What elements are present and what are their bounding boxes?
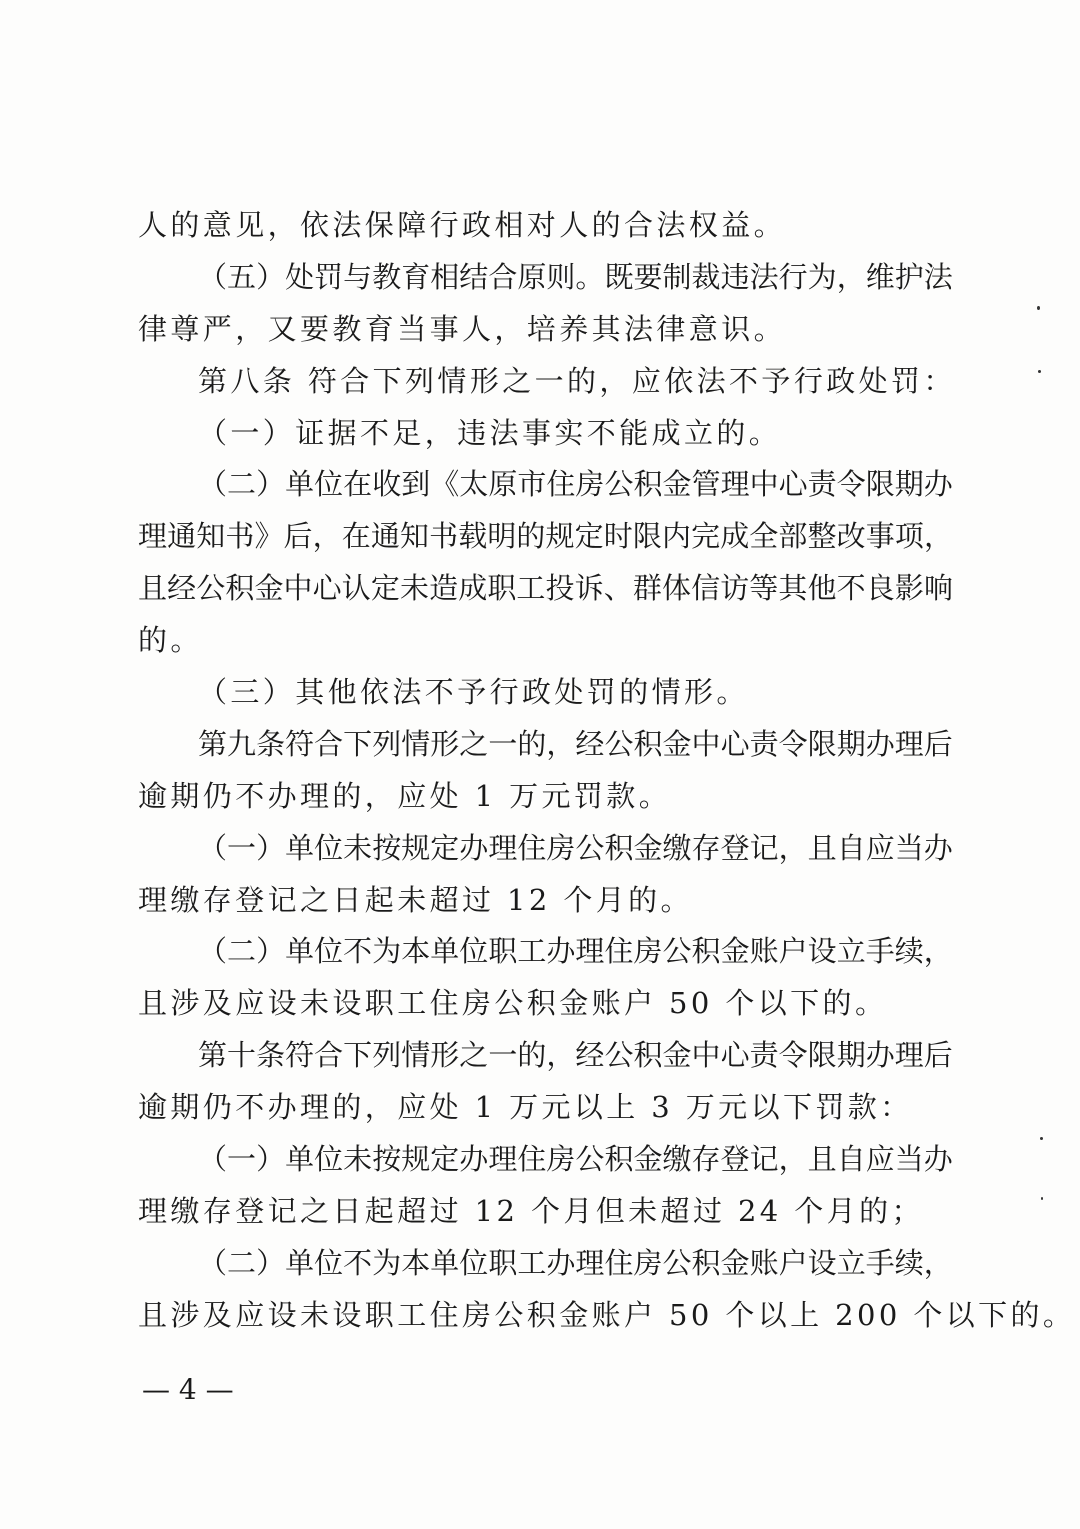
text-line: （ 二 ） 单 位 在 收 到 《 太 原 市 住 房 公 积 金 管 理 中 心 责 令 限 期 办 [198,467,953,502]
text-line: 第 十 条 符 合 下 列 情 形 之 一 的 ， 经 公 积 金 中 心 责 令 限 期 办 理 后 [198,1038,953,1073]
text-line: 理缴存登记之日起未超过 12 个月的。 [138,882,693,917]
scan-speck [1038,370,1041,373]
text-line: 理 通 知 书 》 后 ， 在 通 知 书 载 明 的 规 定 时 限 内 完 成 全 部 整 改 事 项 ， [138,519,953,554]
text-line: 人的意见，依法保障行政相对人的合法权益。 [138,208,787,242]
text-line: （ 一 ） 单 位 未 按 规 定 办 理 住 房 公 积 金 缴 存 登 记 ， 且 自 应 当 办 [198,830,953,865]
page-number: — 4 — [142,1373,234,1406]
text-line: 理缴存登记之日起超过 12 个月但未超过 24 个月的； [138,1193,924,1228]
scan-speck [1040,1137,1043,1140]
text-line: 律尊严，又要教育当事人，培养其法律意识。 [138,311,787,346]
scan-speck [1037,306,1040,310]
text-line: 的。 [138,623,203,658]
text-line: （一）证据不足，违法事实不能成立的。 [198,415,782,450]
text-line: （ 二 ） 单 位 不 为 本 单 位 职 工 办 理 住 房 公 积 金 账 户 设 立 手 续 ， [198,934,953,969]
text-line: 且涉及应设未设职工住房公积金账户 50 个以上 200 个以下的。 [138,1297,1076,1332]
text-line: 第 九 条 符 合 下 列 情 形 之 一 的 ， 经 公 积 金 中 心 责 令 限 期 办 理 后 [198,726,953,761]
scan-speck [1041,1197,1043,1200]
text-line: 第八条 符合下列情形之一的，应依法不予行政处罚： [198,363,956,398]
text-line: 逾期仍不办理的，应处 1 万元以上 3 万元以下罚款： [138,1090,913,1125]
body-text [138,200,1076,1342]
text-line: （三）其他依法不予行政处罚的情形。 [198,675,749,710]
text-line: 逾期仍不办理的，应处 1 万元罚款。 [138,778,672,813]
text-line: （ 二 ） 单 位 不 为 本 单 位 职 工 办 理 住 房 公 积 金 账 户 设 立 手 续 ， [198,1245,953,1280]
text-line: 且 经 公 积 金 中 心 认 定 未 造 成 职 工 投 诉 、 群 体 信 访 等 其 他 不 良 影 响 [138,571,953,606]
text-line: 且涉及应设未设职工住房公积金账户 50 个以下的。 [138,986,888,1021]
text-line: （ 五 ） 处 罚 与 教 育 相 结 合 原 则 。 既 要 制 裁 违 法 行 为 ， 维 护 法 [198,259,953,294]
text-line: （ 一 ） 单 位 未 按 规 定 办 理 住 房 公 积 金 缴 存 登 记 ， 且 自 应 当 办 [198,1142,953,1177]
